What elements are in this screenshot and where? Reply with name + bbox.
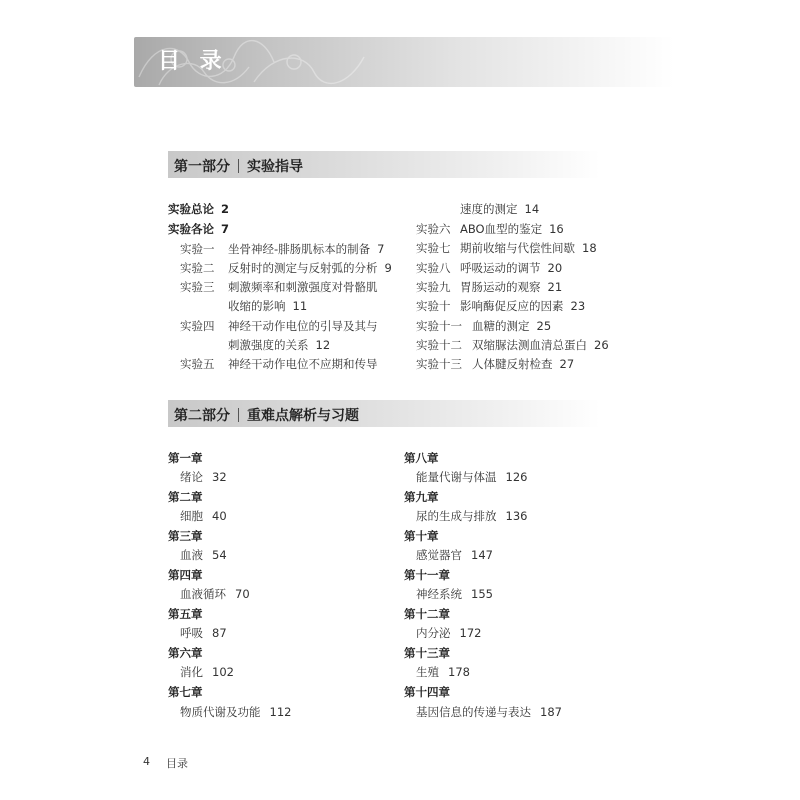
toc-entry-page: 21 xyxy=(547,280,563,294)
chapter-title: 第十三章 xyxy=(404,646,450,660)
chapter-entry[interactable] xyxy=(416,625,481,641)
chapter-entry[interactable] xyxy=(416,508,527,524)
toc-entry-text: 神经干动作电位的引导及其与 xyxy=(228,319,378,333)
toc-entry-label: 实验十三 xyxy=(416,357,462,371)
chapter-entry[interactable] xyxy=(180,508,227,524)
toc-entry-page: 7 xyxy=(377,242,385,256)
part2-number: 第二部分 xyxy=(174,408,230,424)
chapter-entry[interactable] xyxy=(416,586,493,602)
chapter-title: 第九章 xyxy=(404,490,439,504)
toc-entry-text: 实验各论 xyxy=(168,222,214,236)
chapter-entry-text: 消化 xyxy=(180,665,203,679)
toc-entry[interactable] xyxy=(168,221,229,237)
chapter-entry-page: 126 xyxy=(505,470,528,484)
chapter-entry-page: 87 xyxy=(212,626,227,640)
toc-entry-label: 实验八 xyxy=(416,261,451,275)
chapter-entry-text: 尿的生成与排放 xyxy=(416,509,497,523)
chapter-entry-text: 血液 xyxy=(180,548,203,562)
toc-entry-page: 26 xyxy=(594,338,609,352)
chapter-entry[interactable] xyxy=(416,469,527,485)
toc-entry[interactable] xyxy=(168,201,229,217)
toc-entry-continued[interactable] xyxy=(228,298,307,314)
chapter-title: 第一章 xyxy=(168,451,203,465)
toc-entry[interactable] xyxy=(416,356,574,372)
part1-header xyxy=(168,151,600,178)
chapter-entry-page: 40 xyxy=(212,509,227,523)
toc-entry[interactable] xyxy=(180,318,378,334)
toc-entry-text: 反射时的测定与反射弧的分析 xyxy=(228,261,378,275)
chapter-title: 第五章 xyxy=(168,607,203,621)
toc-entry-page: 27 xyxy=(559,357,575,371)
chapter-entry[interactable] xyxy=(180,664,234,680)
toc-entry-text: 人体腱反射检查 xyxy=(472,357,553,371)
toc-entry-text: 呼吸运动的调节 xyxy=(460,261,541,275)
toc-entry-label: 实验三 xyxy=(180,280,215,294)
toc-entry-label: 实验六 xyxy=(416,222,451,236)
toc-entry-text: 实验总论 xyxy=(168,202,214,216)
chapter-entry[interactable] xyxy=(416,664,470,680)
part2-title xyxy=(174,405,359,425)
divider xyxy=(238,408,239,422)
toc-entry-text: 刺激强度的关系 xyxy=(228,338,309,352)
toc-entry-label: 实验二 xyxy=(180,261,215,275)
chapter-entry-text: 绪论 xyxy=(180,470,203,484)
toc-entry-text: 收缩的影响 xyxy=(228,299,286,313)
toc-entry-label: 实验十 xyxy=(416,299,451,313)
toc-entry-label: 实验五 xyxy=(180,357,215,371)
chapter-entry[interactable] xyxy=(180,704,291,720)
chapter-entry[interactable] xyxy=(180,469,227,485)
toc-entry-page: 16 xyxy=(549,222,564,236)
divider xyxy=(238,159,239,173)
chapter-title: 第四章 xyxy=(168,568,203,582)
toc-entry[interactable] xyxy=(180,356,378,372)
chapter-entry-text: 能量代谢与体温 xyxy=(416,470,497,484)
chapter-title: 第十二章 xyxy=(404,607,450,621)
part2-header xyxy=(168,400,600,427)
chapter-title: 第七章 xyxy=(168,685,203,699)
toc-entry-text: 影响酶促反应的因素 xyxy=(460,299,564,313)
toc-entry-page: 23 xyxy=(570,299,586,313)
chapter-entry-page: 187 xyxy=(540,705,562,719)
toc-entry-label: 实验十二 xyxy=(416,338,462,352)
chapter-entry-page: 172 xyxy=(459,626,482,640)
chapter-entry-page: 32 xyxy=(212,470,227,484)
toc-entry-text: 神经干动作电位不应期和传导 xyxy=(228,357,378,371)
toc-entry-page: 20 xyxy=(547,261,563,275)
toc-entry-text: 期前收缩与代偿性间歇 xyxy=(460,241,575,255)
chapter-title: 第二章 xyxy=(168,490,203,504)
chapter-entry-page: 70 xyxy=(235,587,250,601)
toc-entry-label: 实验四 xyxy=(180,319,215,333)
toc-entry-text: 刺激频率和刺激强度对骨骼肌 xyxy=(228,280,378,294)
chapter-entry-text: 基因信息的传递与表达 xyxy=(416,705,531,719)
toc-entry-text: 血糖的测定 xyxy=(472,319,530,333)
toc-entry-text: ABO血型的鉴定 xyxy=(460,222,543,236)
footer-page-number: 4 xyxy=(143,755,150,768)
toc-entry-page: 7 xyxy=(221,222,230,236)
chapter-entry-text: 细胞 xyxy=(180,509,203,523)
toc-entry-text: 坐骨神经-腓肠肌标本的制备 xyxy=(228,242,371,256)
toc-entry-label: 实验七 xyxy=(416,241,451,255)
chapter-entry-page: 54 xyxy=(212,548,227,562)
toc-entry-page: 12 xyxy=(315,338,331,352)
chapter-entry-text: 内分泌 xyxy=(416,626,451,640)
chapter-title: 第八章 xyxy=(404,451,439,465)
part1-number: 第一部分 xyxy=(174,159,230,175)
toc-entry-label: 实验十一 xyxy=(416,319,462,333)
chapter-title: 第十章 xyxy=(404,529,439,543)
chapter-entry[interactable] xyxy=(416,547,493,563)
footer-label: 目录 xyxy=(166,757,188,770)
toc-entry-label: 实验一 xyxy=(180,242,215,256)
toc-entry-text: 胃肠运动的观察 xyxy=(460,280,541,294)
chapter-entry-text: 感觉器官 xyxy=(416,548,462,562)
toc-entry-page: 18 xyxy=(582,241,597,255)
toc-entry[interactable] xyxy=(416,221,564,237)
chapter-entry-text: 物质代谢及功能 xyxy=(180,705,261,719)
toc-entry[interactable] xyxy=(416,240,597,256)
chapter-title: 第十四章 xyxy=(404,685,450,699)
part1-name: 实验指导 xyxy=(247,159,303,175)
toc-entry-label: 实验九 xyxy=(416,280,451,294)
toc-entry[interactable] xyxy=(180,241,384,257)
chapter-entry[interactable] xyxy=(416,704,562,720)
toc-entry[interactable] xyxy=(416,260,562,276)
toc-entry-continued[interactable] xyxy=(460,201,539,217)
chapter-entry-text: 血液循环 xyxy=(180,587,226,601)
toc-entry[interactable] xyxy=(416,337,609,353)
part1-title xyxy=(174,156,303,176)
toc-entry-text: 双缩脲法测血清总蛋白 xyxy=(472,338,587,352)
chapter-entry-page: 136 xyxy=(505,509,528,523)
toc-entry-page: 9 xyxy=(384,261,392,275)
toc-entry-page: 14 xyxy=(524,202,540,216)
chapter-entry-page: 155 xyxy=(471,587,493,601)
toc-entry[interactable] xyxy=(416,279,562,295)
chapter-title: 第三章 xyxy=(168,529,203,543)
toc-entry-page: 25 xyxy=(536,319,552,333)
toc-entry[interactable] xyxy=(180,260,392,276)
chapter-title: 第六章 xyxy=(168,646,203,660)
toc-entry[interactable] xyxy=(416,298,585,314)
page-title: 目 录 xyxy=(158,49,228,74)
chapter-entry-page: 147 xyxy=(471,548,493,562)
chapter-entry-text: 神经系统 xyxy=(416,587,462,601)
chapter-entry-text: 呼吸 xyxy=(180,626,203,640)
chapter-entry[interactable] xyxy=(180,625,227,641)
chapter-entry[interactable] xyxy=(180,586,250,602)
part2-name: 重难点解析与习题 xyxy=(247,408,359,424)
chapter-entry-text: 生殖 xyxy=(416,665,439,679)
chapter-entry-page: 102 xyxy=(212,665,234,679)
toc-entry-page: 11 xyxy=(292,299,308,313)
toc-entry[interactable] xyxy=(416,318,551,334)
chapter-title: 第十一章 xyxy=(404,568,450,582)
toc-entry[interactable] xyxy=(180,279,378,295)
chapter-entry[interactable] xyxy=(180,547,227,563)
toc-entry-text: 速度的测定 xyxy=(460,202,518,216)
chapter-entry-page: 178 xyxy=(448,665,470,679)
toc-entry-continued[interactable] xyxy=(228,337,330,353)
toc-entry-page: 2 xyxy=(221,202,230,216)
chapter-entry-page: 112 xyxy=(269,705,292,719)
